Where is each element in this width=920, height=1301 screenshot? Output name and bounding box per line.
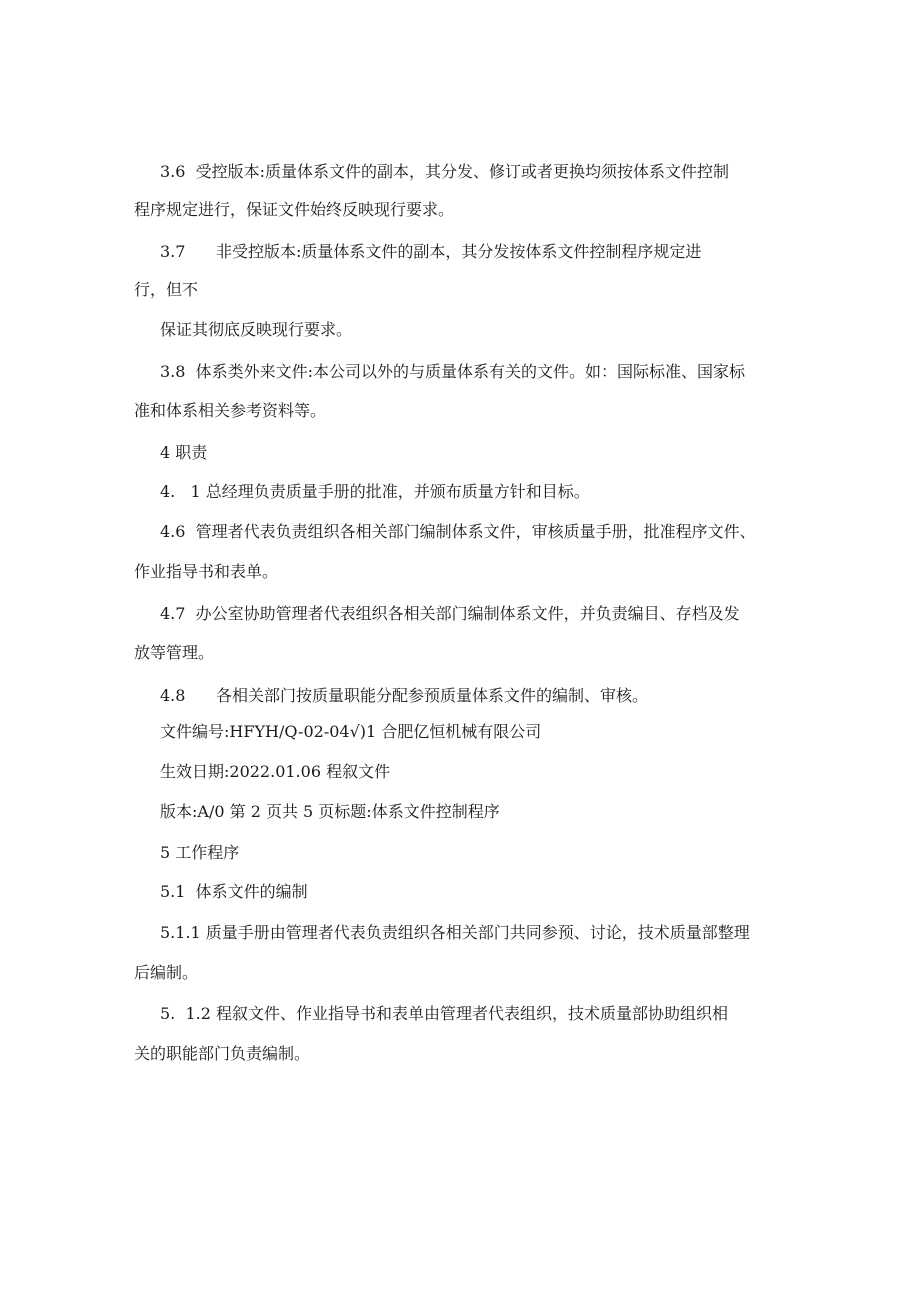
header-doc-number: 文件编号:HFYH/Q-02-04√)1 合肥亿恒机械有限公司 — [160, 722, 542, 741]
clause-4-8: 4.8 各相关部门按质量职能分配参预质量体系文件的编制、审核。 — [160, 686, 648, 705]
header-effective-date: 生效日期:2022.01.06 程叙文件 — [160, 762, 391, 781]
clause-3-7-line-2: 行，但不 — [134, 280, 199, 299]
clause-4-7-line-2: 放等管理。 — [134, 643, 215, 662]
clause-3-8-line-1: 3.8 体系类外来文件:本公司以外的与质量体系有关的文件。如：国际标准、国家标 — [160, 362, 746, 381]
clause-3-6-line-1: 3.6 受控版本:质量体系文件的副本，其分发、修订或者更换均须按体系文件控制 — [160, 162, 730, 181]
clause-3-6-line-2: 程序规定进行，保证文件始终反映现行要求。 — [134, 200, 455, 219]
section-5-heading: 5 工作程序 — [160, 843, 240, 862]
clause-5-1-1-line-1: 5.1.1 质量手册由管理者代表负责组织各相关部门共同参预、讨论，技术质量部整理 — [160, 923, 750, 942]
clause-5-1-2-line-2: 关的职能部门负责编制。 — [134, 1044, 311, 1063]
clause-3-7-line-1: 3.7 非受控版本:质量体系文件的副本，其分发按体系文件控制程序规定进 — [160, 242, 702, 261]
clause-5-1-2-line-1: 5. 1.2 程叙文件、作业指导书和表单由管理者代表组织，技术质量部协助组织相 — [160, 1004, 728, 1023]
clause-4-7-line-1: 4.7 办公室协助管理者代表组织各相关部门编制体系文件，并负责编目、存档及发 — [160, 604, 740, 623]
clause-3-7-line-3: 保证其彻底反映现行要求。 — [160, 320, 353, 339]
clause-4-6-line-2: 作业指导书和表单。 — [134, 562, 279, 581]
clause-4-1: 4. 1 总经理负责质量手册的批准，并颁布质量方针和目标。 — [160, 482, 590, 501]
clause-5-1-1-line-2: 后编制。 — [134, 963, 199, 982]
section-4-heading: 4 职责 — [160, 443, 208, 462]
clause-5-1: 5.1 体系文件的编制 — [160, 882, 308, 901]
header-version-title: 版本:A/0 第 2 页共 5 页标题:体系文件控制程序 — [160, 802, 500, 821]
clause-3-8-line-2: 准和体系相关参考资料等。 — [134, 401, 327, 420]
clause-4-6-line-1: 4.6 管理者代表负责组织各相关部门编制体系文件，审核质量手册，批准程序文件、 — [160, 522, 756, 541]
